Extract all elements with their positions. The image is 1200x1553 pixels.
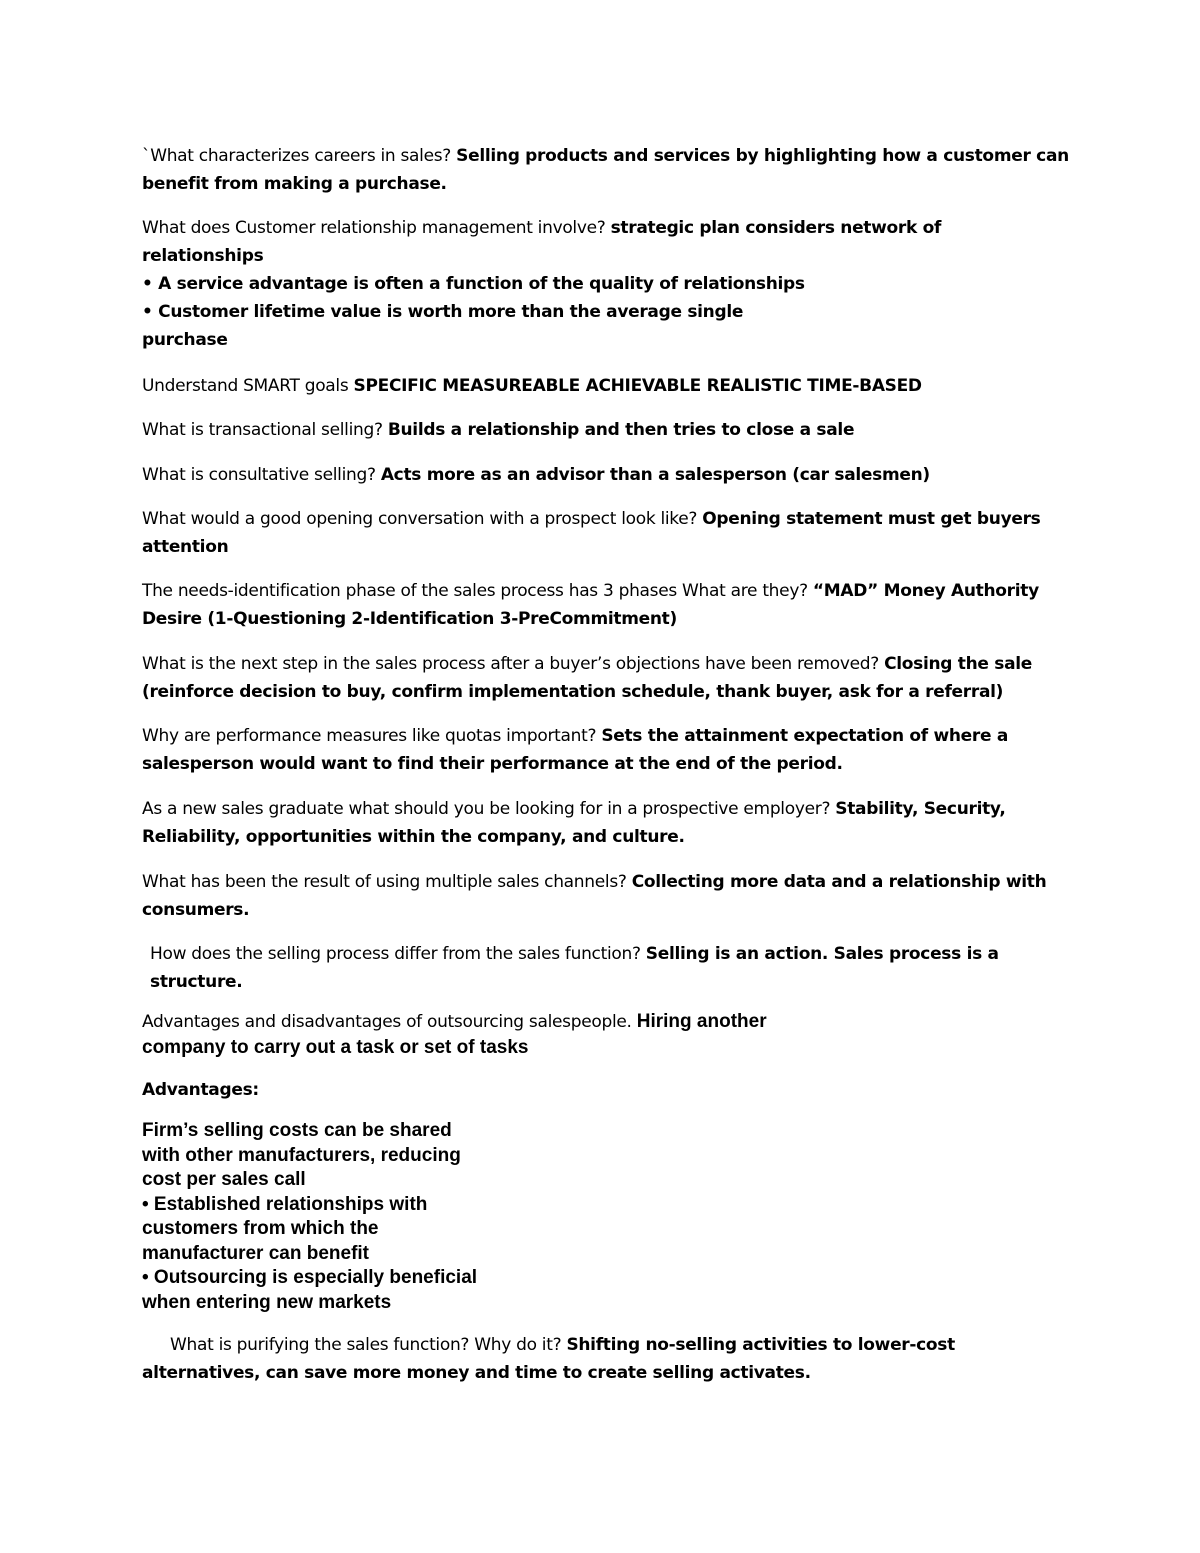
qa-prospective-employer bbox=[142, 795, 1072, 851]
advantages-line: Firm’s selling costs can be shared bbox=[142, 1120, 452, 1141]
answer-text: Closing the sale (reinforce decision to buy, confirm implementation schedule, thank buyer, ask for a referral) bbox=[142, 654, 1033, 702]
question-text: How does the selling process differ from the sales function? bbox=[150, 944, 641, 964]
question-text: What has been the result of using multiple sales channels? bbox=[142, 872, 627, 892]
advantages-line: when entering new markets bbox=[142, 1291, 392, 1313]
question-text: Understand SMART goals bbox=[142, 376, 349, 396]
qa-transactional-selling bbox=[142, 416, 1072, 444]
qa-performance-measures bbox=[142, 722, 1072, 778]
advantages-line: • Established relationships with bbox=[142, 1193, 428, 1215]
answer-text: Stability, Security, Reliability, opportunities within the company, and culture. bbox=[142, 799, 1006, 847]
question-text: What is consultative selling? bbox=[142, 465, 376, 485]
qa-smart-goals bbox=[142, 372, 1072, 400]
advantages-list bbox=[142, 1119, 477, 1315]
bullet-item-continuation: purchase bbox=[142, 330, 228, 350]
answer-text: SPECIFIC MEASUREABLE ACHIEVABLE REALISTIC TIME-BASED bbox=[353, 376, 922, 396]
question-text: Why are performance measures like quotas important? bbox=[142, 726, 597, 746]
question-text: What is purifying the sales function? Why do it? bbox=[170, 1335, 562, 1355]
qa-selling-process bbox=[150, 940, 1050, 996]
answer-text: Acts more as an advisor than a salesperson (car salesmen) bbox=[380, 465, 930, 485]
bullet-item: • Customer lifetime value is worth more than the average single bbox=[142, 302, 744, 322]
answer-text: Hiring another bbox=[636, 1011, 767, 1032]
qa-crm bbox=[142, 214, 1072, 354]
question-text: What does Customer relationship management involve? bbox=[142, 218, 606, 238]
qa-purifying-sales bbox=[142, 1331, 962, 1387]
advantages-line: customers from which the bbox=[142, 1218, 379, 1239]
qa-opening-conversation bbox=[142, 505, 1072, 561]
answer-text: Shifting no-selling activities to lower-cost alternatives, can save more money and time to create selling activates. bbox=[142, 1335, 955, 1383]
question-text: What is the next step in the sales process after a buyer’s objections have been removed? bbox=[142, 654, 879, 674]
qa-consultative-selling bbox=[142, 461, 1072, 489]
advantages-line: with other manufacturers, reducing bbox=[142, 1144, 461, 1166]
question-text: What is transactional selling? bbox=[142, 420, 383, 440]
qa-next-step bbox=[142, 650, 1072, 706]
advantages-line: manufacturer can benefit bbox=[142, 1242, 369, 1264]
answer-text: relationships bbox=[142, 246, 264, 266]
answer-text: Selling products and services by highlighting how a customer can benefit from making a purchase. bbox=[142, 146, 1069, 194]
advantages-line: cost per sales call bbox=[142, 1169, 306, 1190]
question-text: As a new sales graduate what should you be looking for in a prospective employer? bbox=[142, 799, 831, 819]
qa-needs-identification bbox=[142, 577, 1072, 633]
answer-text: Selling is an action. Sales process is a structure. bbox=[150, 944, 999, 992]
question-text: `What characterizes careers in sales? bbox=[142, 146, 452, 166]
question-text: What would a good opening conversation with a prospect look like? bbox=[142, 509, 698, 529]
answer-text: Builds a relationship and then tries to close a sale bbox=[387, 420, 855, 440]
qa-multiple-channels bbox=[142, 868, 1072, 924]
answer-text: Collecting more data and a relationship with consumers. bbox=[142, 872, 1047, 920]
advantages-line: • Outsourcing is especially beneficial bbox=[142, 1267, 478, 1288]
question-text: Advantages and disadvantages of outsourcing salespeople. bbox=[142, 1012, 632, 1032]
answer-text: company to carry out a task or set of tasks bbox=[142, 1037, 529, 1058]
question-text: The needs-identification phase of the sales process has 3 phases What are they? bbox=[142, 581, 808, 601]
bullet-item: • A service advantage is often a function of the quality of relationships bbox=[142, 274, 805, 294]
answer-text: “MAD” Money Authority Desire (1-Questioning 2-Identification 3-PreCommitment) bbox=[142, 581, 1039, 629]
qa-outsourcing bbox=[142, 1008, 767, 1060]
answer-text: Sets the attainment expectation of where a salesperson would want to find their performance at the end of the period. bbox=[142, 726, 1009, 774]
answer-text: Opening statement must get buyers attention bbox=[142, 509, 1041, 557]
advantages-heading: Advantages: bbox=[142, 1080, 259, 1100]
qa-careers-in-sales bbox=[142, 142, 1072, 198]
answer-text: strategic plan considers network of bbox=[610, 218, 942, 238]
